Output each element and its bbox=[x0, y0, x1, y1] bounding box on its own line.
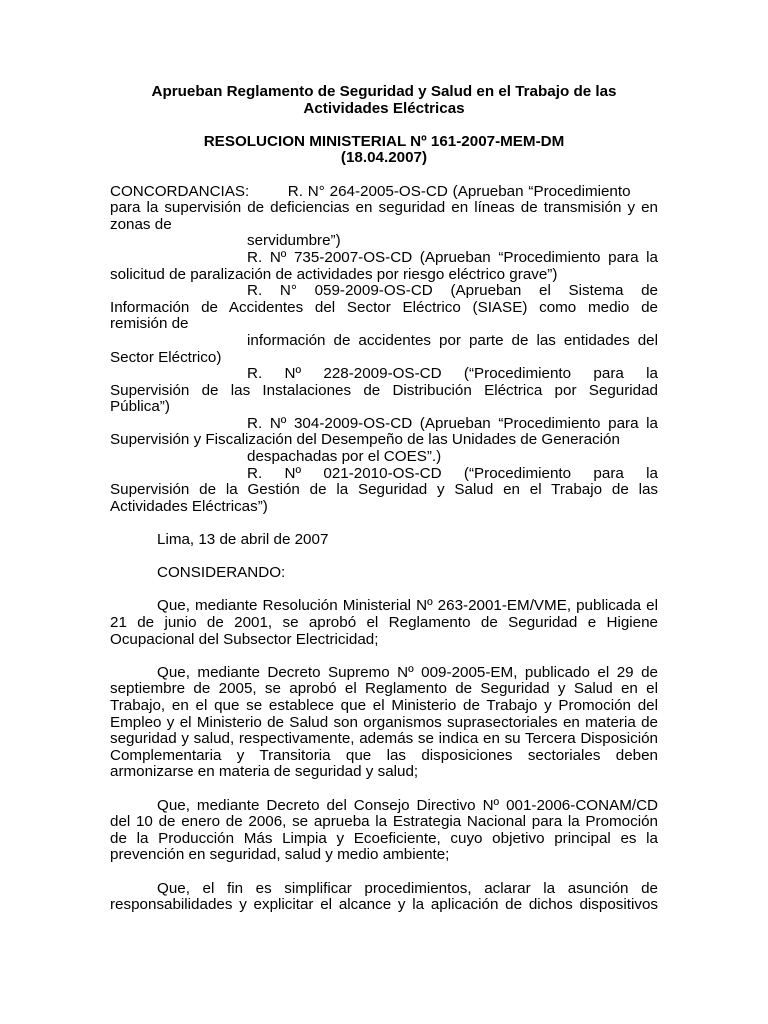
conc-line: R. Nº 304-2009-OS-CD (Aprueban “Procedimiento para la bbox=[247, 414, 658, 432]
document-title: Aprueban Reglamento de Seguridad y Salud en el Trabajo de las Actividades Eléctricas bbox=[151, 83, 617, 117]
conc-line: Supervisión y Fiscalización del Desempeño de las Unidades de Generación bbox=[110, 431, 620, 449]
conc-line: Supervisión de las Instalaciones de Distribución Eléctrica por Seguridad bbox=[110, 381, 658, 399]
paragraph: Que, el fin es simplificar procedimientos, aclarar la asunción de responsabilidades y explicitar el alcance y la aplicación de dichos dispositivos bbox=[110, 879, 658, 914]
conc-line: R. Nº 228-2009-OS-CD (“Procedimiento para la bbox=[247, 365, 658, 383]
conc-line: Supervisión de la Gestión de la Seguridad y Salud en el Trabajo de las bbox=[110, 481, 658, 499]
conc-line: para la supervisión de deficiencias en seguridad en líneas de transmisión y en bbox=[110, 199, 658, 217]
paragraph: Que, mediante Decreto Supremo Nº 009-2005-EM, publicado el 29 de septiembre de 2005, se aprobó el Reglamento de Seguridad y Salud en el Trabajo, en el que se establece que el Ministerio de Trabajo y Promoción del Empleo y el Ministerio de Salud son organismos suprasectoriales en materia de seguridad y salud, respectivamente, además se indica en su Tercera Disposición Complementaria y Transitoria que las disposiciones sectoriales deben armonizarse en materia de seguridad y salud; bbox=[110, 663, 658, 781]
conc-line: Actividades Eléctricas”) bbox=[110, 497, 268, 515]
conc-line: R. Nº 735-2007-OS-CD (Aprueban “Procedimiento para la bbox=[247, 248, 658, 266]
conc-line: Información de Accidentes del Sector Eléctrico (SIASE) como medio de bbox=[110, 298, 658, 316]
conc-line: zonas de bbox=[110, 215, 172, 233]
conc-line: R. Nº 021-2010-OS-CD (“Procedimiento para la bbox=[247, 464, 658, 482]
resolution-heading: RESOLUCION MINISTERIAL Nº 161-2007-MEM-DM (18.04.2007) bbox=[203, 132, 565, 167]
conc-line: despachadas por el COES”.) bbox=[247, 448, 442, 466]
conc-line: R. N° 059-2009-OS-CD (Aprueban el Sistema de bbox=[247, 282, 658, 300]
paragraph: Que, mediante Decreto del Consejo Directivo Nº 001-2006-CONAM/CD del 10 de enero de 2006, se aprueba la Estrategia Nacional para la Promoción de la Producción Más Limpia y Ecoeficiente, cuyo objetivo principal es la prevención en seguridad, salud y medio ambiente; bbox=[110, 796, 658, 864]
conc-line: información de accidentes por parte de las entidades del bbox=[247, 331, 658, 349]
conc-line: Sector Eléctrico) bbox=[110, 348, 222, 366]
document-page bbox=[110, 84, 658, 914]
date-line: Lima, 13 de abril de 2007 bbox=[157, 531, 329, 549]
conc-line: remisión de bbox=[110, 315, 189, 333]
considerando-heading: CONSIDERANDO: bbox=[157, 564, 286, 582]
conc-line: solicitud de paralización de actividades por riesgo eléctrico grave”) bbox=[110, 265, 558, 283]
conc-line: CONCORDANCIAS: R. N° 264-2005-OS-CD (Aprueban “Procedimiento bbox=[110, 182, 631, 200]
conc-line: servidumbre”) bbox=[247, 232, 341, 250]
conc-line: Pública”) bbox=[110, 398, 170, 416]
paragraph: Que, mediante Resolución Ministerial Nº 263-2001-EM/VME, publicada el 21 de junio de 2001, se aprobó el Reglamento de Seguridad e Higiene Ocupacional del Subsector Electricidad; bbox=[110, 597, 658, 648]
concordancias-block bbox=[110, 184, 658, 516]
